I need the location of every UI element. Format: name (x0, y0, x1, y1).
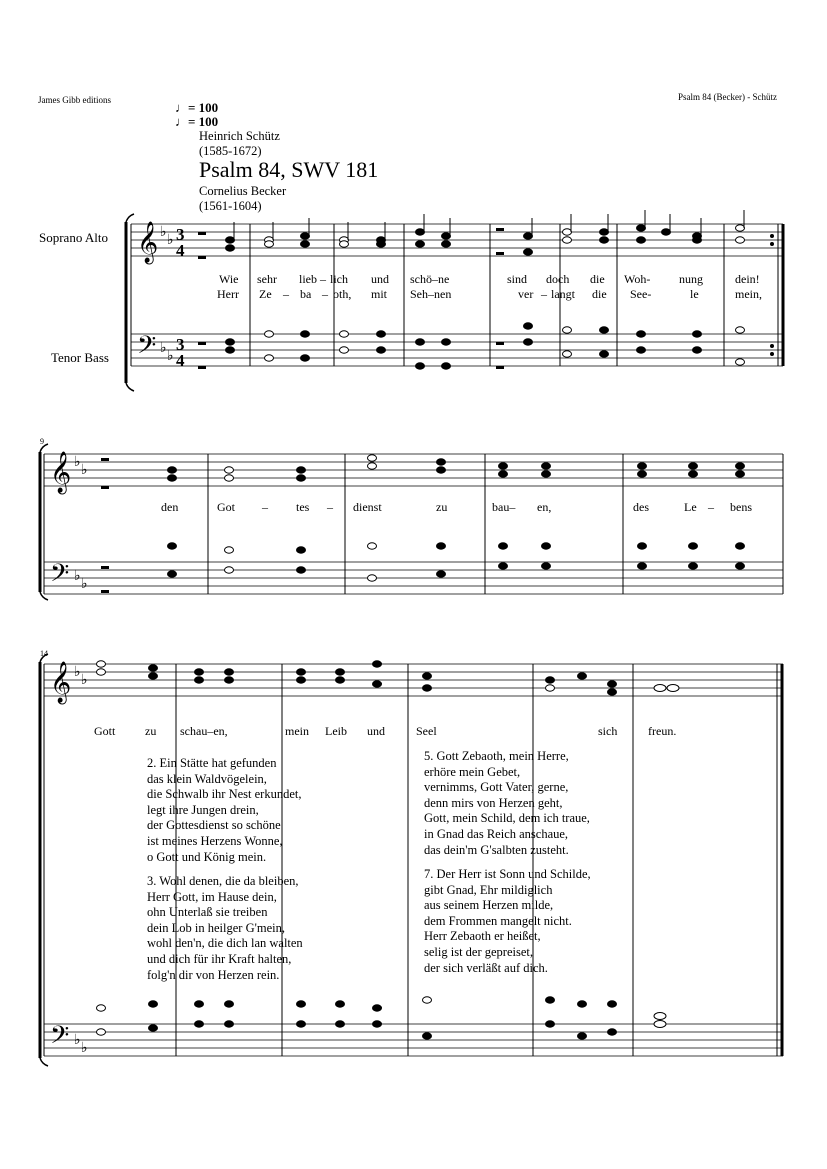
tempo-marking-2: ♩= 100 (175, 114, 219, 129)
svg-text:♭: ♭ (74, 1032, 81, 1048)
lyric: schau–en, (180, 724, 228, 738)
lyric: Wie (219, 272, 239, 286)
lyric: die (590, 272, 605, 286)
lyric: mein, (735, 287, 762, 301)
lyric: le (690, 287, 699, 301)
lyric: freun. (648, 724, 677, 738)
svg-text:♭: ♭ (74, 664, 81, 680)
svg-text:3: 3 (176, 225, 185, 244)
svg-text:♭: ♭ (167, 232, 174, 248)
lyric: bau– (492, 500, 516, 514)
lyric: und (371, 272, 389, 286)
tempo-marking-1: ♩= 100 (175, 100, 219, 115)
lyric: – (322, 287, 328, 301)
lyric: Seel (416, 724, 437, 738)
lyric: lieb (299, 272, 317, 286)
verse-5: 5. Gott Zebaoth, mein Herre, erhöre mein Gebet, vernimms, Gott Vater, gerne, denn mirs von Herzen geht, Gott, mein Schild, dem ich traue, in Gnad das Reich anschaue, das dein'm G'salbten zusteht. (424, 749, 590, 857)
lyric: und (367, 724, 385, 738)
svg-text:♭: ♭ (81, 576, 88, 592)
svg-text:♭: ♭ (167, 348, 174, 364)
svg-text:𝄢: 𝄢 (50, 1021, 70, 1056)
lyric: Seh–nen (410, 287, 452, 301)
lyric: ba (300, 287, 312, 301)
poet-dates: (1561-1604) (199, 199, 262, 213)
lyric: – (327, 500, 333, 514)
composer-name: Heinrich Schütz (199, 129, 280, 143)
lyric: sich (598, 724, 618, 738)
part-name-upper: Soprano Alto (39, 230, 108, 245)
lyric: Gott (94, 724, 116, 738)
lyric: ver (518, 287, 534, 301)
lyric: – (541, 287, 547, 301)
lyric: Got (217, 500, 235, 514)
lyric: sind (507, 272, 528, 286)
lyric: Herr (217, 287, 239, 301)
lyric: Ze (259, 287, 272, 301)
part-name-lower: Tenor Bass (51, 350, 109, 365)
svg-text:𝄞: 𝄞 (50, 662, 72, 703)
measure-number-9: 9 (40, 437, 44, 446)
lyric: – (320, 272, 326, 286)
svg-text:𝄢: 𝄢 (50, 559, 70, 594)
lyric: lich (330, 272, 348, 286)
lyric: nung (679, 272, 703, 286)
poet-name: Cornelius Becker (199, 184, 287, 198)
verse-2: 2. Ein Stätte hat gefunden das klein Waldvögelein, die Schwalb ihr Nest erkundet, legt ihre Jungen drein, der Gottesdienst so schöne ist meines Herzens Wonne, o Gott und König mein. (147, 756, 302, 864)
system1-notes (226, 210, 745, 369)
svg-text:♭: ♭ (81, 1040, 88, 1056)
svg-text:3: 3 (176, 335, 185, 354)
lyric: See- (630, 287, 652, 301)
lyric: den (161, 500, 179, 514)
svg-text:♭: ♭ (160, 340, 167, 356)
composer-dates: (1585-1672) (199, 144, 262, 158)
lyric: zu (145, 724, 157, 738)
verse-3: 3. Wohl denen, die da bleiben, Herr Gott, im Hause dein, ohn Unterlaß sie treiben dein Lob in heilger G'mein, wohl den'n, die dich lan walten und dich für ihr Kraft halten, folg'n dir von Herzen rein. (147, 874, 303, 982)
svg-text:♭: ♭ (81, 672, 88, 688)
lyric: mein (285, 724, 309, 738)
svg-text:♭: ♭ (74, 454, 81, 470)
system2-staves (40, 444, 783, 600)
svg-text:4: 4 (176, 351, 185, 370)
lyric: tes (296, 500, 310, 514)
verse-7: 7. Der Herr ist Sonn und Schilde, gibt Gnad, Ehr mildiglich aus seinem Herzen milde, dem Frommen mangelt nicht. Herr Zebaoth er heißet, selig ist der gepreiset, der sich verläßt auf dich. (424, 867, 591, 975)
lyric: – (262, 500, 268, 514)
lyric: doch (546, 272, 570, 286)
svg-text:𝄢: 𝄢 (137, 331, 157, 366)
lyric: zu (436, 500, 448, 514)
piece-title: Psalm 84, SWV 181 (199, 157, 379, 182)
svg-text:𝄞: 𝄞 (137, 222, 159, 263)
lyric: des (633, 500, 649, 514)
lyric: sehr (257, 272, 277, 286)
lyric: – (708, 500, 714, 514)
svg-text:♭: ♭ (160, 224, 167, 240)
measure-number-14: 14 (40, 649, 48, 658)
svg-text:♭: ♭ (74, 568, 81, 584)
svg-text:♭: ♭ (81, 462, 88, 478)
running-title: Psalm 84 (Becker) - Schütz (678, 92, 777, 102)
lyric: dienst (353, 500, 382, 514)
lyric: en, (537, 500, 552, 514)
lyric: langt (551, 287, 575, 301)
lyric: Woh- (624, 272, 651, 286)
lyric: mit (371, 287, 388, 301)
edition-label: James Gibb editions (38, 95, 111, 105)
svg-text:4: 4 (176, 241, 185, 260)
lyric: – (283, 287, 289, 301)
lyric: die (592, 287, 607, 301)
system1-staves (126, 214, 783, 391)
lyric: schö–ne (410, 272, 450, 286)
lyric: dein! (735, 272, 760, 286)
lyric: Leib (325, 724, 347, 738)
lyric: oth, (333, 287, 352, 301)
lyric: Le (684, 500, 697, 514)
svg-text:𝄞: 𝄞 (50, 452, 72, 493)
lyric: bens (730, 500, 752, 514)
